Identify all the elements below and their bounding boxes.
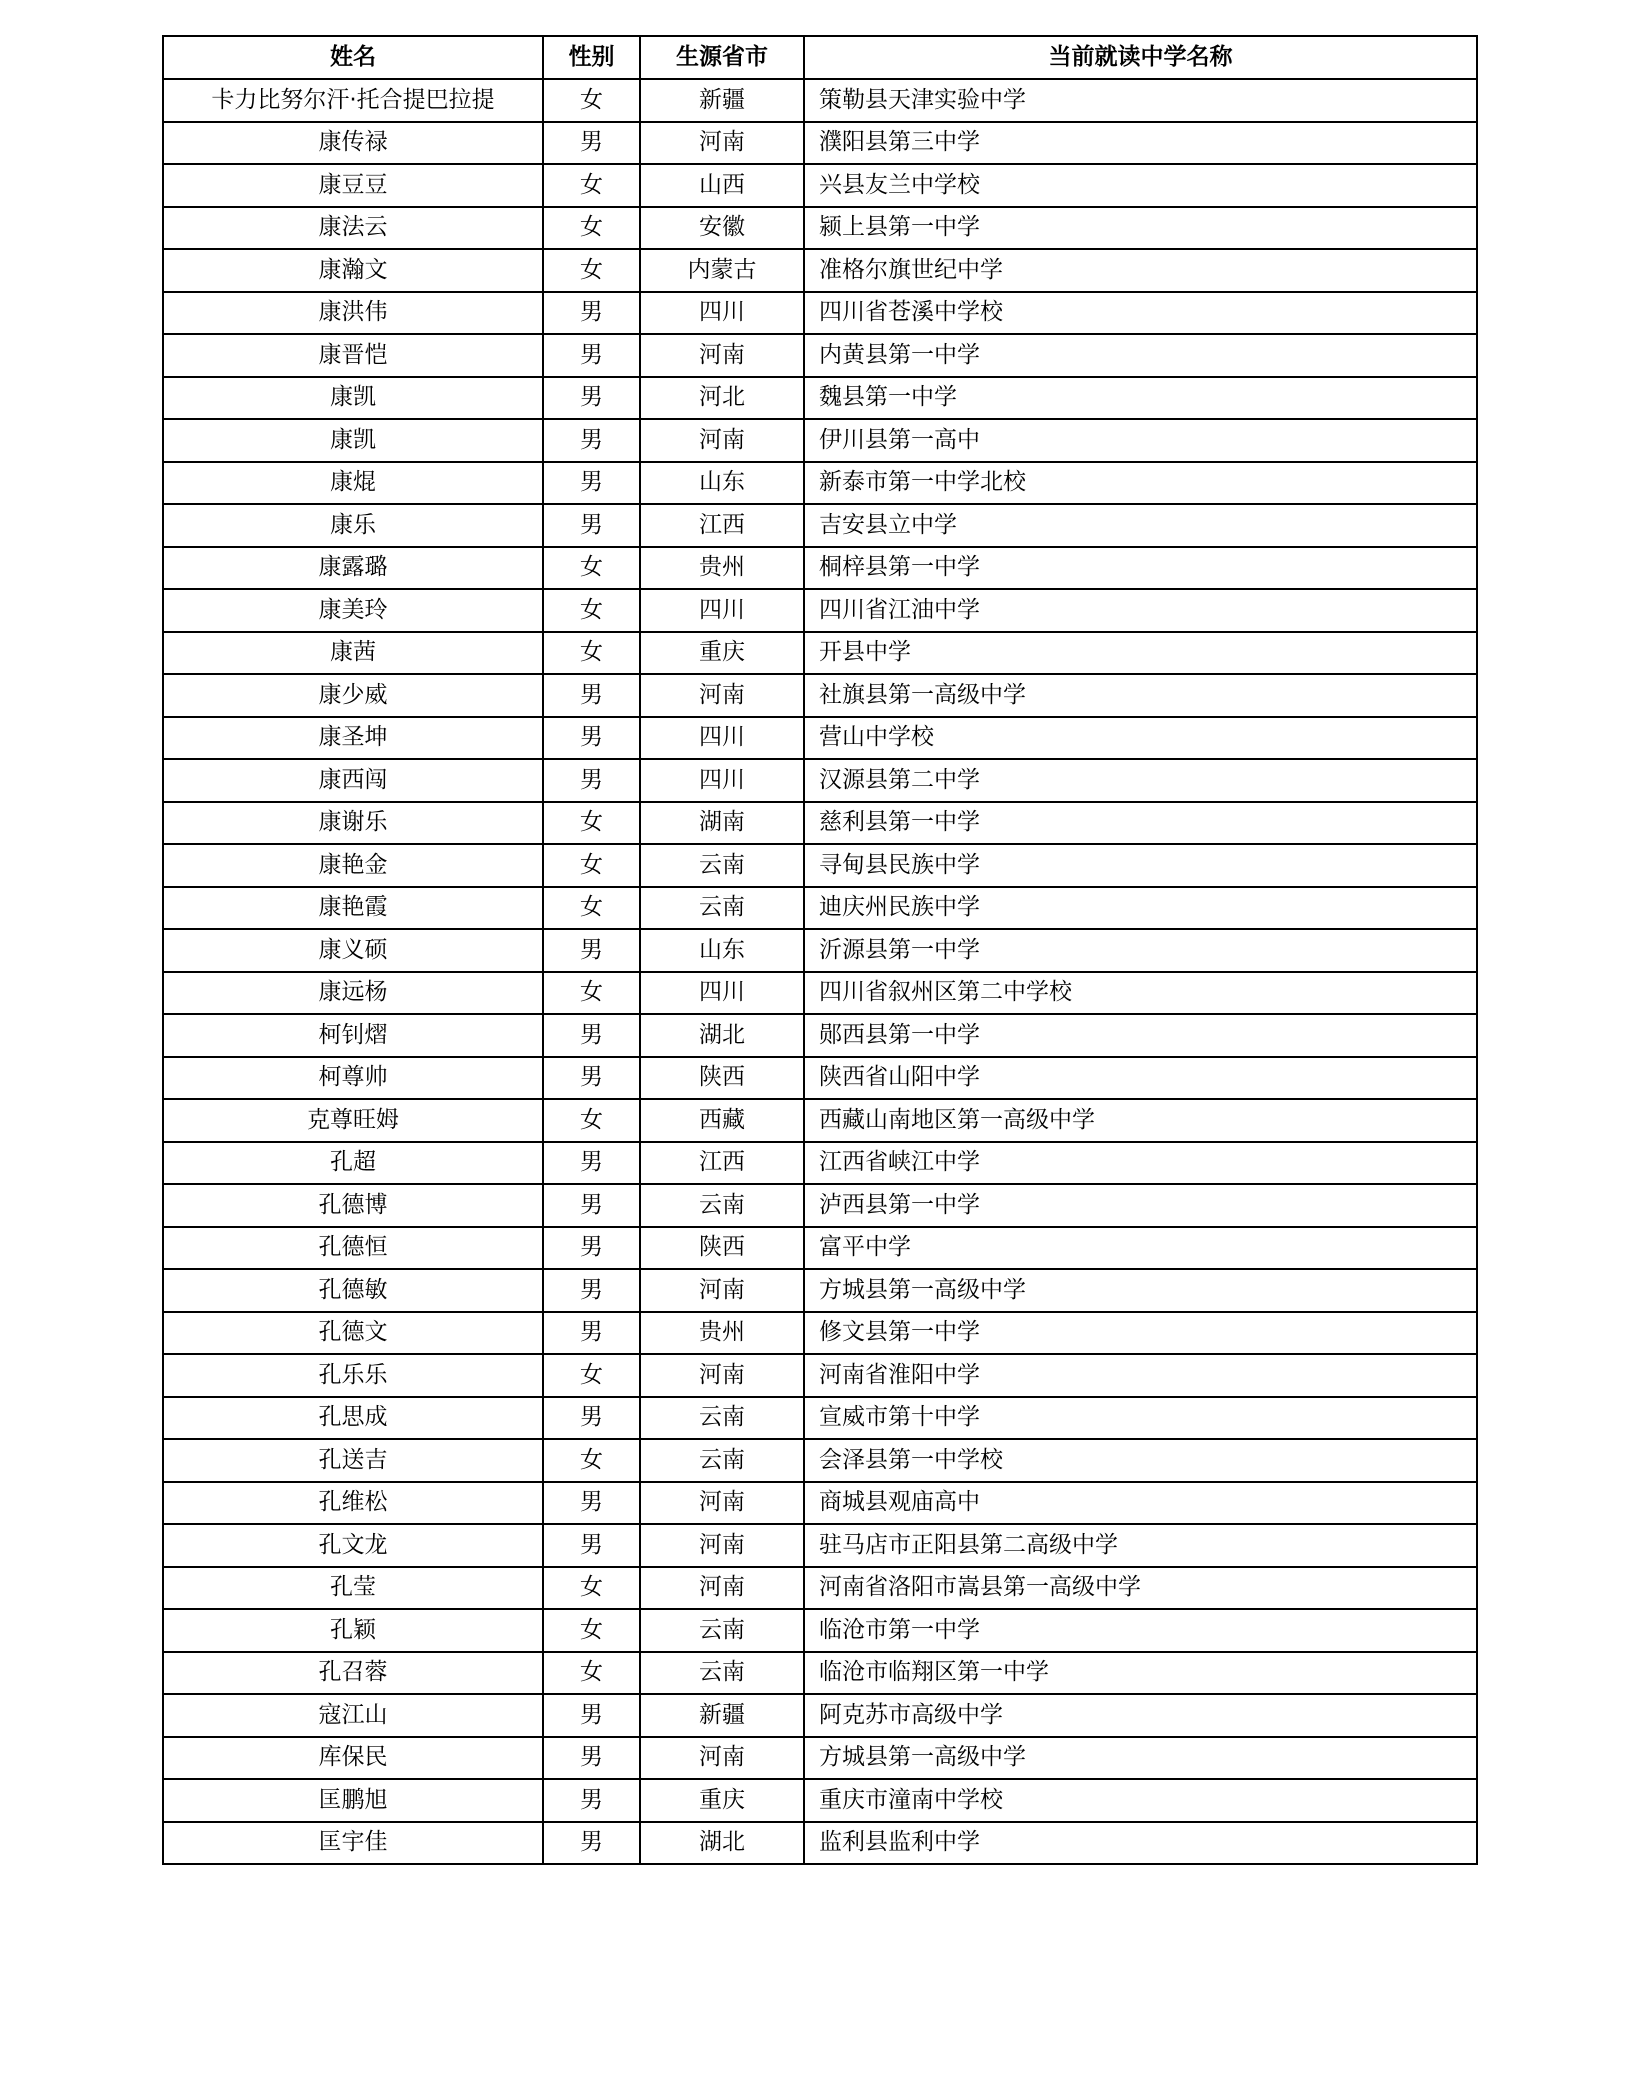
cell-province: 河南 xyxy=(640,1482,804,1525)
cell-name: 孔文龙 xyxy=(163,1524,543,1567)
cell-gender: 女 xyxy=(543,164,640,207)
table-row xyxy=(163,1142,1477,1185)
table-row xyxy=(163,1779,1477,1822)
cell-name: 孔德博 xyxy=(163,1184,543,1227)
cell-school: 宣威市第十中学 xyxy=(804,1397,1477,1440)
table-row xyxy=(163,1057,1477,1100)
cell-name: 康艳霞 xyxy=(163,887,543,930)
cell-province: 四川 xyxy=(640,972,804,1015)
cell-gender: 男 xyxy=(543,929,640,972)
cell-school: 陕西省山阳中学 xyxy=(804,1057,1477,1100)
cell-gender: 女 xyxy=(543,972,640,1015)
table-row xyxy=(163,1354,1477,1397)
cell-province: 山东 xyxy=(640,462,804,505)
cell-name: 康凯 xyxy=(163,377,543,420)
cell-gender: 女 xyxy=(543,207,640,250)
cell-school: 西藏山南地区第一高级中学 xyxy=(804,1099,1477,1142)
cell-province: 陕西 xyxy=(640,1227,804,1270)
table-row xyxy=(163,1609,1477,1652)
cell-name: 康洪伟 xyxy=(163,292,543,335)
table-row xyxy=(163,972,1477,1015)
cell-gender: 男 xyxy=(543,1227,640,1270)
cell-name: 孔莹 xyxy=(163,1567,543,1610)
table-row xyxy=(163,504,1477,547)
cell-school: 四川省江油中学 xyxy=(804,589,1477,632)
cell-name: 克尊旺姆 xyxy=(163,1099,543,1142)
cell-gender: 男 xyxy=(543,462,640,505)
cell-gender: 女 xyxy=(543,1609,640,1652)
cell-school: 营山中学校 xyxy=(804,717,1477,760)
table-row xyxy=(163,1312,1477,1355)
cell-province: 云南 xyxy=(640,1439,804,1482)
table-row xyxy=(163,674,1477,717)
cell-name: 孔德文 xyxy=(163,1312,543,1355)
table-row xyxy=(163,1014,1477,1057)
cell-province: 云南 xyxy=(640,844,804,887)
cell-province: 河南 xyxy=(640,1524,804,1567)
cell-gender: 男 xyxy=(543,1524,640,1567)
cell-gender: 男 xyxy=(543,1269,640,1312)
table-row xyxy=(163,79,1477,122)
cell-school: 兴县友兰中学校 xyxy=(804,164,1477,207)
cell-gender: 男 xyxy=(543,1822,640,1865)
cell-school: 监利县监利中学 xyxy=(804,1822,1477,1865)
table-row xyxy=(163,844,1477,887)
cell-school: 伊川县第一高中 xyxy=(804,419,1477,462)
cell-province: 河南 xyxy=(640,1269,804,1312)
cell-gender: 男 xyxy=(543,759,640,802)
cell-gender: 女 xyxy=(543,844,640,887)
cell-province: 四川 xyxy=(640,759,804,802)
cell-name: 孔颖 xyxy=(163,1609,543,1652)
cell-province: 河北 xyxy=(640,377,804,420)
cell-gender: 女 xyxy=(543,887,640,930)
table-row xyxy=(163,249,1477,292)
cell-gender: 男 xyxy=(543,122,640,165)
cell-school: 会泽县第一中学校 xyxy=(804,1439,1477,1482)
cell-school: 四川省叙州区第二中学校 xyxy=(804,972,1477,1015)
cell-province: 云南 xyxy=(640,1652,804,1695)
table-row xyxy=(163,1397,1477,1440)
cell-province: 新疆 xyxy=(640,79,804,122)
cell-province: 安徽 xyxy=(640,207,804,250)
cell-province: 贵州 xyxy=(640,1312,804,1355)
cell-school: 江西省峡江中学 xyxy=(804,1142,1477,1185)
cell-gender: 男 xyxy=(543,1312,640,1355)
cell-province: 云南 xyxy=(640,887,804,930)
table-row xyxy=(163,1227,1477,1270)
cell-province: 山东 xyxy=(640,929,804,972)
cell-name: 康茜 xyxy=(163,632,543,675)
cell-name: 康义硕 xyxy=(163,929,543,972)
cell-gender: 男 xyxy=(543,1779,640,1822)
cell-school: 驻马店市正阳县第二高级中学 xyxy=(804,1524,1477,1567)
cell-gender: 男 xyxy=(543,1142,640,1185)
cell-name: 康西闯 xyxy=(163,759,543,802)
cell-province: 河南 xyxy=(640,1737,804,1780)
cell-school: 河南省淮阳中学 xyxy=(804,1354,1477,1397)
cell-name: 康焜 xyxy=(163,462,543,505)
cell-name: 康露璐 xyxy=(163,547,543,590)
table-row xyxy=(163,377,1477,420)
cell-gender: 男 xyxy=(543,377,640,420)
cell-province: 内蒙古 xyxy=(640,249,804,292)
cell-school: 汉源县第二中学 xyxy=(804,759,1477,802)
cell-school: 桐梓县第一中学 xyxy=(804,547,1477,590)
cell-gender: 男 xyxy=(543,1014,640,1057)
cell-school: 慈利县第一中学 xyxy=(804,802,1477,845)
cell-name: 孔召蓉 xyxy=(163,1652,543,1695)
student-roster-table xyxy=(162,35,1478,1865)
table-row xyxy=(163,887,1477,930)
table-row xyxy=(163,419,1477,462)
header-gender: 性别 xyxy=(543,36,640,79)
table-row xyxy=(163,1652,1477,1695)
cell-province: 河南 xyxy=(640,674,804,717)
cell-school: 准格尔旗世纪中学 xyxy=(804,249,1477,292)
cell-gender: 男 xyxy=(543,1184,640,1227)
cell-school: 社旗县第一高级中学 xyxy=(804,674,1477,717)
cell-gender: 男 xyxy=(543,717,640,760)
cell-province: 重庆 xyxy=(640,632,804,675)
cell-school: 四川省苍溪中学校 xyxy=(804,292,1477,335)
cell-gender: 男 xyxy=(543,419,640,462)
cell-school: 新泰市第一中学北校 xyxy=(804,462,1477,505)
table-row xyxy=(163,122,1477,165)
cell-gender: 男 xyxy=(543,292,640,335)
cell-name: 孔维松 xyxy=(163,1482,543,1525)
cell-province: 西藏 xyxy=(640,1099,804,1142)
cell-gender: 女 xyxy=(543,547,640,590)
cell-province: 贵州 xyxy=(640,547,804,590)
cell-province: 江西 xyxy=(640,1142,804,1185)
table-row xyxy=(163,1822,1477,1865)
cell-name: 康豆豆 xyxy=(163,164,543,207)
cell-province: 河南 xyxy=(640,419,804,462)
cell-school: 方城县第一高级中学 xyxy=(804,1269,1477,1312)
header-name: 姓名 xyxy=(163,36,543,79)
cell-province: 湖南 xyxy=(640,802,804,845)
table-row xyxy=(163,1524,1477,1567)
cell-province: 湖北 xyxy=(640,1822,804,1865)
cell-gender: 女 xyxy=(543,249,640,292)
cell-name: 卡力比努尔汗·托合提巴拉提 xyxy=(163,79,543,122)
cell-province: 云南 xyxy=(640,1397,804,1440)
cell-school: 修文县第一中学 xyxy=(804,1312,1477,1355)
cell-gender: 男 xyxy=(543,1397,640,1440)
table-row xyxy=(163,802,1477,845)
cell-province: 河南 xyxy=(640,1354,804,1397)
header-school: 当前就读中学名称 xyxy=(804,36,1477,79)
table-row xyxy=(163,632,1477,675)
cell-school: 内黄县第一中学 xyxy=(804,334,1477,377)
cell-province: 河南 xyxy=(640,1567,804,1610)
table-row xyxy=(163,1439,1477,1482)
cell-school: 吉安县立中学 xyxy=(804,504,1477,547)
cell-name: 康瀚文 xyxy=(163,249,543,292)
table-row xyxy=(163,1184,1477,1227)
cell-gender: 女 xyxy=(543,632,640,675)
cell-gender: 女 xyxy=(543,1652,640,1695)
cell-gender: 女 xyxy=(543,79,640,122)
cell-gender: 女 xyxy=(543,1354,640,1397)
cell-name: 柯尊帅 xyxy=(163,1057,543,1100)
table-row xyxy=(163,1567,1477,1610)
cell-gender: 女 xyxy=(543,1439,640,1482)
cell-school: 商城县观庙高中 xyxy=(804,1482,1477,1525)
cell-name: 孔乐乐 xyxy=(163,1354,543,1397)
cell-name: 匡宇佳 xyxy=(163,1822,543,1865)
cell-school: 沂源县第一中学 xyxy=(804,929,1477,972)
cell-gender: 女 xyxy=(543,802,640,845)
cell-name: 康晋恺 xyxy=(163,334,543,377)
table-row xyxy=(163,334,1477,377)
cell-province: 河南 xyxy=(640,122,804,165)
cell-province: 河南 xyxy=(640,334,804,377)
cell-school: 颍上县第一中学 xyxy=(804,207,1477,250)
cell-province: 云南 xyxy=(640,1184,804,1227)
cell-school: 富平中学 xyxy=(804,1227,1477,1270)
cell-school: 寻甸县民族中学 xyxy=(804,844,1477,887)
cell-name: 康艳金 xyxy=(163,844,543,887)
cell-province: 云南 xyxy=(640,1609,804,1652)
table-row xyxy=(163,1269,1477,1312)
cell-name: 康美玲 xyxy=(163,589,543,632)
cell-gender: 男 xyxy=(543,334,640,377)
cell-school: 河南省洛阳市嵩县第一高级中学 xyxy=(804,1567,1477,1610)
cell-gender: 男 xyxy=(543,504,640,547)
cell-school: 迪庆州民族中学 xyxy=(804,887,1477,930)
cell-school: 策勒县天津实验中学 xyxy=(804,79,1477,122)
cell-school: 郧西县第一中学 xyxy=(804,1014,1477,1057)
cell-gender: 女 xyxy=(543,1099,640,1142)
cell-name: 康乐 xyxy=(163,504,543,547)
cell-name: 孔德敏 xyxy=(163,1269,543,1312)
cell-name: 康远杨 xyxy=(163,972,543,1015)
cell-gender: 男 xyxy=(543,1694,640,1737)
cell-school: 濮阳县第三中学 xyxy=(804,122,1477,165)
header-province: 生源省市 xyxy=(640,36,804,79)
cell-province: 四川 xyxy=(640,717,804,760)
table-row xyxy=(163,547,1477,590)
cell-province: 江西 xyxy=(640,504,804,547)
table-row xyxy=(163,292,1477,335)
cell-province: 四川 xyxy=(640,589,804,632)
cell-school: 临沧市临翔区第一中学 xyxy=(804,1652,1477,1695)
cell-name: 康谢乐 xyxy=(163,802,543,845)
cell-name: 康法云 xyxy=(163,207,543,250)
cell-school: 阿克苏市高级中学 xyxy=(804,1694,1477,1737)
cell-school: 泸西县第一中学 xyxy=(804,1184,1477,1227)
table-row xyxy=(163,717,1477,760)
cell-school: 临沧市第一中学 xyxy=(804,1609,1477,1652)
table-row xyxy=(163,1694,1477,1737)
table-row xyxy=(163,589,1477,632)
cell-name: 康传禄 xyxy=(163,122,543,165)
cell-school: 开县中学 xyxy=(804,632,1477,675)
cell-name: 孔思成 xyxy=(163,1397,543,1440)
table-row xyxy=(163,1482,1477,1525)
cell-school: 魏县第一中学 xyxy=(804,377,1477,420)
table-body xyxy=(163,79,1477,1864)
cell-province: 山西 xyxy=(640,164,804,207)
cell-name: 孔德恒 xyxy=(163,1227,543,1270)
table-row xyxy=(163,759,1477,802)
table-row xyxy=(163,207,1477,250)
table-row xyxy=(163,1737,1477,1780)
cell-gender: 男 xyxy=(543,1482,640,1525)
cell-province: 重庆 xyxy=(640,1779,804,1822)
cell-gender: 男 xyxy=(543,1057,640,1100)
cell-name: 康少威 xyxy=(163,674,543,717)
cell-name: 寇江山 xyxy=(163,1694,543,1737)
cell-name: 康凯 xyxy=(163,419,543,462)
cell-school: 方城县第一高级中学 xyxy=(804,1737,1477,1780)
cell-name: 孔送吉 xyxy=(163,1439,543,1482)
table-header-row xyxy=(163,36,1477,79)
cell-gender: 男 xyxy=(543,1737,640,1780)
cell-gender: 女 xyxy=(543,589,640,632)
cell-name: 柯钊熠 xyxy=(163,1014,543,1057)
table-row xyxy=(163,164,1477,207)
cell-name: 库保民 xyxy=(163,1737,543,1780)
table-row xyxy=(163,929,1477,972)
cell-province: 四川 xyxy=(640,292,804,335)
table-row xyxy=(163,462,1477,505)
cell-gender: 女 xyxy=(543,1567,640,1610)
cell-name: 康圣坤 xyxy=(163,717,543,760)
cell-province: 新疆 xyxy=(640,1694,804,1737)
cell-province: 陕西 xyxy=(640,1057,804,1100)
cell-gender: 男 xyxy=(543,674,640,717)
cell-name: 孔超 xyxy=(163,1142,543,1185)
cell-province: 湖北 xyxy=(640,1014,804,1057)
table-row xyxy=(163,1099,1477,1142)
cell-name: 匡鹏旭 xyxy=(163,1779,543,1822)
cell-school: 重庆市潼南中学校 xyxy=(804,1779,1477,1822)
